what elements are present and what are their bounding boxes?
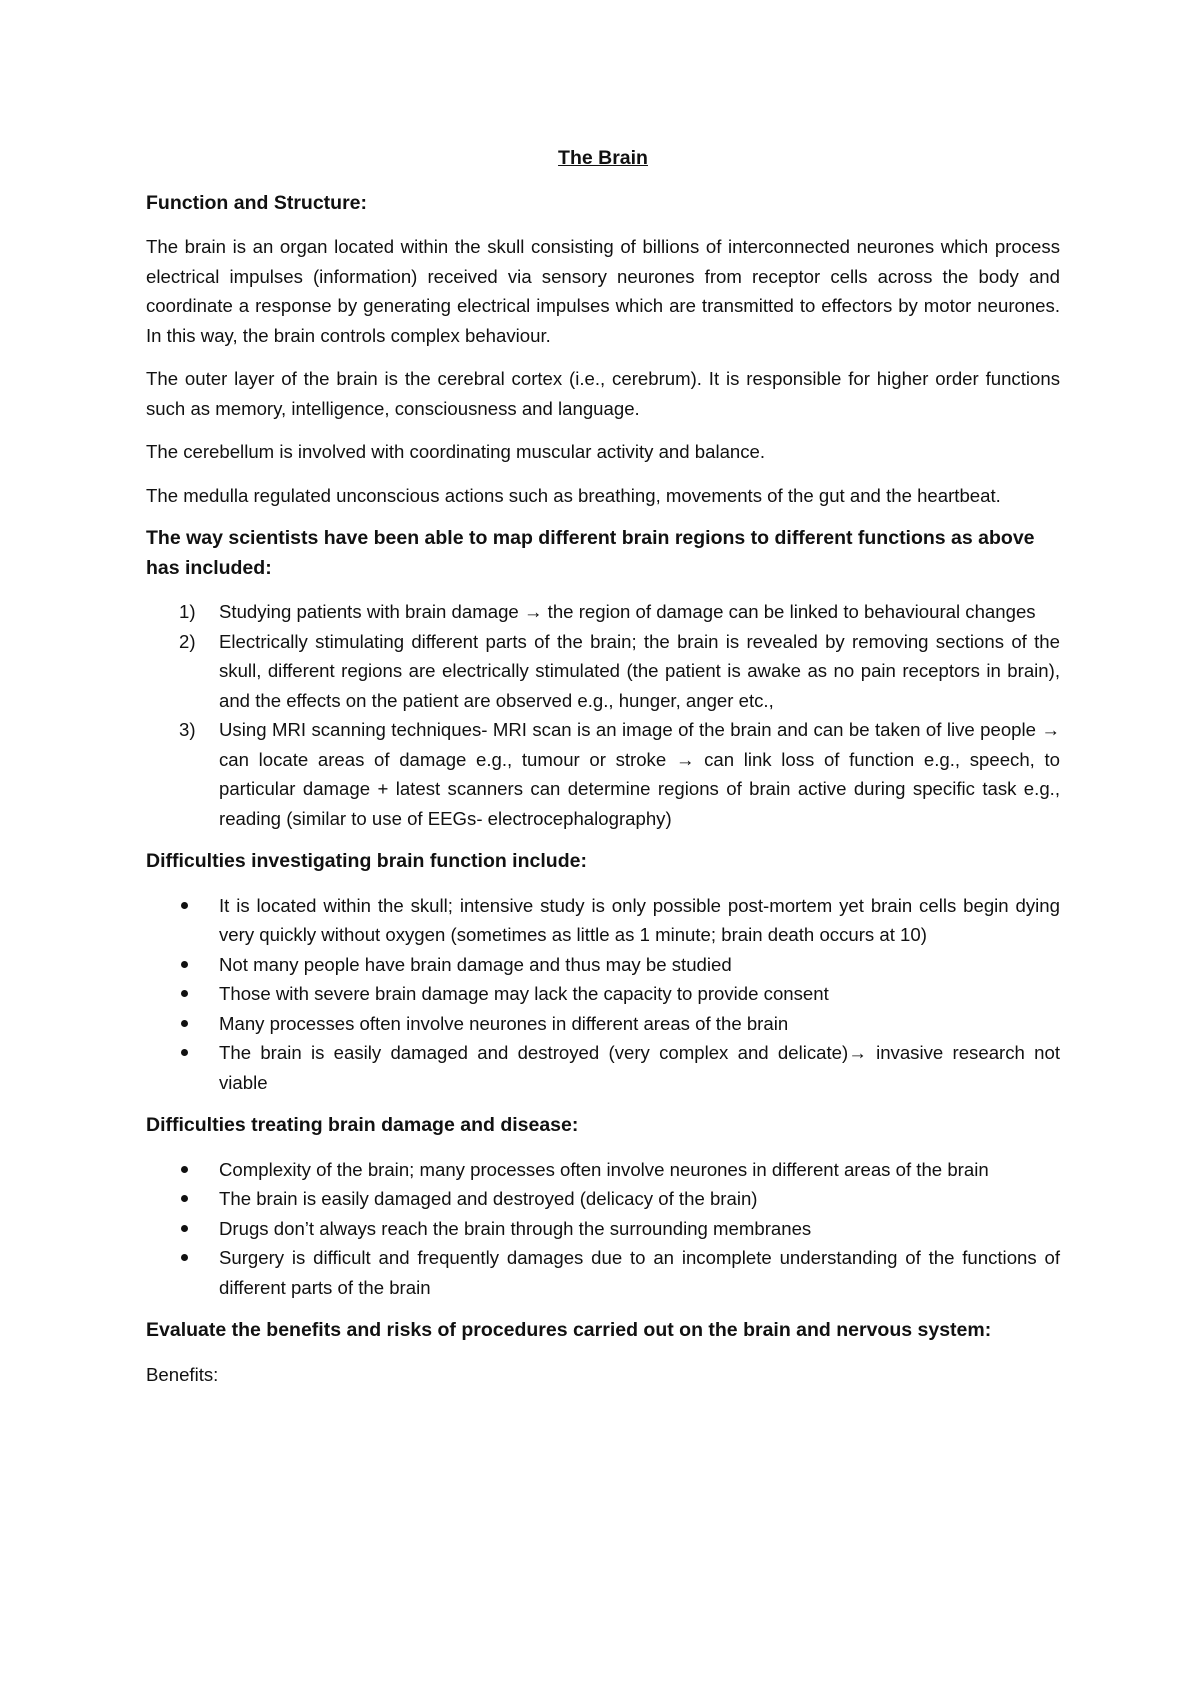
list-item	[219, 1009, 1060, 1039]
bullet-icon	[181, 1225, 188, 1232]
numbered-list	[146, 597, 1060, 833]
list-item-text: Using MRI scanning techniques- MRI scan is an image of the brain and can be taken of live people → can locate areas of damage e.g., tumour or stroke → can link loss of function e.g., speech, to particular damage + latest scanners can determine regions of brain active during specific task e.g., reading (similar to use of EEGs- electrocephalography)	[219, 719, 1060, 829]
section-heading-mapping-methods: The way scientists have been able to map different brain regions to different functions as above has included:	[146, 527, 1035, 579]
bullet-icon	[181, 990, 188, 997]
section-heading-evaluate: Evaluate the benefits and risks of procedures carried out on the brain and nervous system:	[146, 1319, 992, 1341]
list-item	[179, 715, 1060, 833]
list-number: 1)	[179, 601, 196, 622]
list-item-text: The brain is easily damaged and destroyed (delicacy of the brain)	[219, 1188, 758, 1209]
list-number: 3)	[179, 719, 196, 740]
list-item-text: Not many people have brain damage and thus may be studied	[219, 953, 732, 975]
list-item-text: It is located within the skull; intensive study is only possible post-mortem yet brain cells begin dying very quickly without oxygen (sometimes as little as 1 minute; brain death occurs at 10)	[219, 894, 1060, 945]
paragraph: The outer layer of the brain is the cerebral cortex (i.e., cerebrum). It is responsible for higher order functions such as memory, intelligence, consciousness and language.	[146, 368, 1060, 419]
list-item-text: Many processes often involve neurones in different areas of the brain	[219, 1012, 789, 1034]
list-item-text: Complexity of the brain; many processes often involve neurones in different areas of the brain	[219, 1158, 989, 1180]
list-item	[219, 979, 1060, 1009]
list-item	[219, 1184, 1060, 1214]
list-item-text: Those with severe brain damage may lack the capacity to provide consent	[219, 983, 829, 1004]
document-body	[146, 144, 1060, 1403]
list-item	[219, 1155, 1060, 1185]
list-item-text: Drugs don’t always reach the brain through the surrounding membranes	[219, 1217, 812, 1239]
section-heading-function-structure: Function and Structure:	[146, 191, 367, 214]
bullet-icon	[181, 902, 188, 909]
list-number: 2)	[179, 630, 196, 652]
bullet-icon	[181, 1254, 188, 1261]
paragraph: The medulla regulated unconscious actions such as breathing, movements of the gut and the heartbeat.	[146, 484, 1001, 506]
bullet-icon	[181, 1049, 188, 1056]
section-heading-investigation-difficulties: Difficulties investigating brain function include:	[146, 850, 587, 872]
bullet-icon	[181, 1166, 188, 1173]
list-item-text: Surgery is difficult and frequently damages due to an incomplete understanding of the functions of different parts of the brain	[219, 1247, 1060, 1298]
list-item-text: The brain is easily damaged and destroyed (very complex and delicate)→ invasive research not viable	[219, 1042, 1060, 1093]
list-item	[219, 950, 1060, 980]
bullet-list	[146, 1155, 1060, 1303]
list-item	[219, 1038, 1060, 1097]
list-item-text: Electrically stimulating different parts of the brain; the brain is revealed by removing sections of the skull, different regions are electrically stimulated (the patient is awake as no pain receptors in brain), and the effects on the patient are observed e.g., hunger, anger etc.,	[219, 630, 1060, 711]
benefits-label: Benefits:	[146, 1363, 219, 1385]
list-item	[179, 627, 1060, 716]
list-item	[219, 1214, 1060, 1244]
bullet-list	[146, 891, 1060, 1098]
section-heading-treatment-difficulties: Difficulties treating brain damage and disease:	[146, 1114, 579, 1136]
paragraph: The brain is an organ located within the skull consisting of billions of interconnected neurones which process electrical impulses (information) received via sensory neurones from receptor cells across the body and coordinate a response by generating electrical impulses which are transmitted to effectors by motor neurones. In this way, the brain controls complex behaviour.	[146, 236, 1060, 346]
bullet-icon	[181, 961, 188, 968]
list-item	[179, 597, 1060, 627]
page-title: The Brain	[558, 147, 648, 169]
paragraph: The cerebellum is involved with coordinating muscular activity and balance.	[146, 441, 766, 462]
list-item	[219, 891, 1060, 950]
list-item-text: Studying patients with brain damage → the region of damage can be linked to behavioural changes	[219, 601, 1036, 622]
bullet-icon	[181, 1195, 188, 1202]
bullet-icon	[181, 1020, 188, 1027]
list-item	[219, 1243, 1060, 1302]
